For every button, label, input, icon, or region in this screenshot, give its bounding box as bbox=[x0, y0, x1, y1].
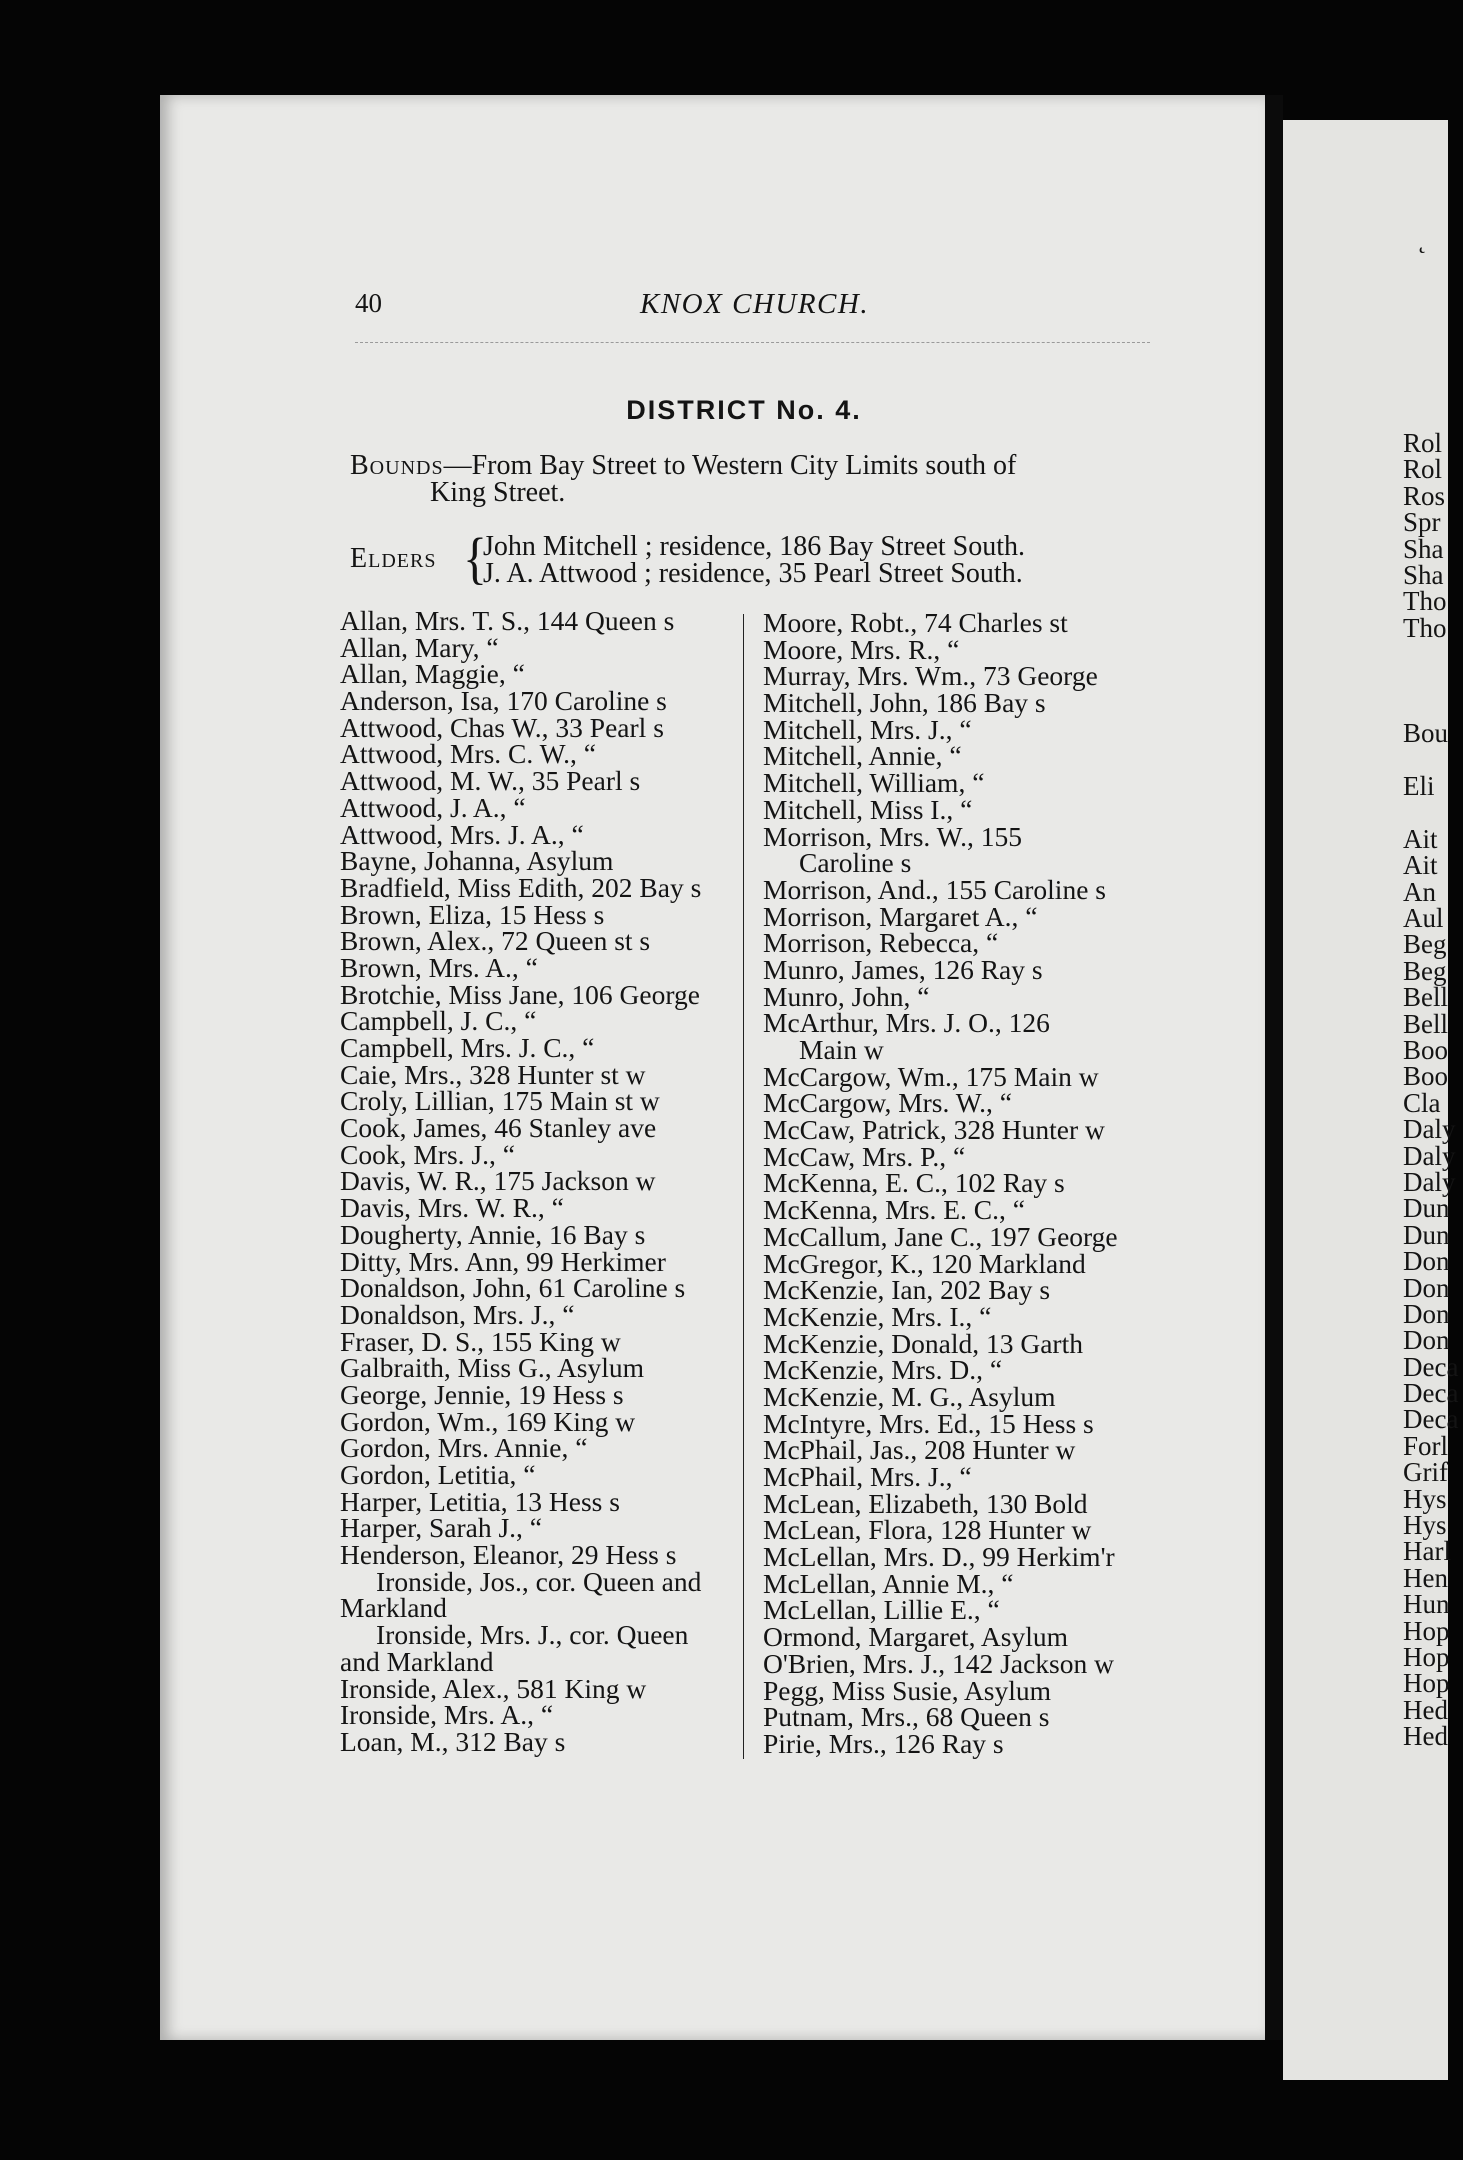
facing-page-line: Dun bbox=[1403, 1219, 1450, 1250]
member-entry: Main w bbox=[799, 1034, 884, 1065]
member-entry: Attwood, Chas W., 33 Pearl s bbox=[340, 711, 664, 743]
facing-page-mark: ˛ bbox=[1418, 225, 1427, 254]
bounds-paragraph bbox=[350, 452, 1150, 506]
member-entry: Attwood, Mrs. J. A., “ bbox=[340, 818, 584, 850]
facing-page-line: Harl bbox=[1403, 1536, 1451, 1567]
member-entry: Attwood, J. A., “ bbox=[340, 791, 526, 823]
facing-page-line: Grif bbox=[1403, 1457, 1448, 1488]
member-entry: McLean, Flora, 128 Hunter w bbox=[763, 1514, 1092, 1546]
facing-page-line: Ait bbox=[1403, 823, 1438, 854]
member-entry: McCargow, Mrs. W., “ bbox=[763, 1087, 1013, 1119]
member-entry: Mitchell, Miss I., “ bbox=[763, 793, 973, 825]
member-entry: McKenzie, Mrs. D., “ bbox=[763, 1354, 1003, 1386]
member-entry: Gordon, Letitia, “ bbox=[340, 1459, 536, 1490]
member-entry: McCargow, Wm., 175 Main w bbox=[763, 1060, 1099, 1092]
member-entry: Moore, Robt., 74 Charles st bbox=[763, 607, 1068, 638]
facing-page-line: An bbox=[1403, 876, 1436, 907]
member-entry: Bayne, Johanna, Asylum bbox=[340, 845, 614, 877]
facing-page-line: Sha bbox=[1403, 559, 1444, 590]
member-entry: Allan, Mrs. T. S., 144 Queen s bbox=[340, 605, 675, 636]
member-entry: Allan, Maggie, “ bbox=[340, 658, 525, 690]
facing-page-line: Daly bbox=[1403, 1114, 1456, 1145]
member-entry: McLean, Elizabeth, 130 Bold bbox=[763, 1487, 1088, 1519]
facing-page-line: Bell bbox=[1403, 1008, 1448, 1039]
member-list-right bbox=[763, 607, 1183, 1759]
member-entry: Putnam, Mrs., 68 Queen s bbox=[763, 1701, 1050, 1733]
column-divider bbox=[743, 614, 744, 1759]
member-entry: Donaldson, John, 61 Caroline s bbox=[340, 1272, 686, 1304]
member-entry: Davis, Mrs. W. R., “ bbox=[340, 1192, 564, 1224]
member-entry: McLellan, Lillie E., “ bbox=[763, 1594, 1000, 1626]
member-entry: Pirie, Mrs., 126 Ray s bbox=[763, 1727, 1004, 1759]
facing-page-line: Hop bbox=[1403, 1668, 1450, 1699]
member-entry: Croly, Lillian, 175 Main st w bbox=[340, 1085, 660, 1117]
member-entry: Morrison, Margaret A., “ bbox=[763, 900, 1038, 932]
page-gutter bbox=[1265, 95, 1283, 2040]
facing-page-line: Don bbox=[1403, 1325, 1450, 1356]
member-entry: Ditty, Mrs. Ann, 99 Herkimer bbox=[340, 1245, 666, 1277]
facing-page-line bbox=[1403, 747, 1463, 773]
member-entry: Brotchie, Miss Jane, 106 George bbox=[340, 978, 700, 1010]
facing-page-line: Daly bbox=[1403, 1166, 1456, 1197]
facing-page-line: Hed bbox=[1403, 1721, 1448, 1752]
member-entry: Mitchell, Mrs. J., “ bbox=[763, 713, 972, 745]
facing-page-line: Beg bbox=[1403, 955, 1447, 986]
facing-page-line: Hop bbox=[1403, 1615, 1450, 1646]
facing-page-line: Hop bbox=[1403, 1641, 1450, 1672]
member-entry: Moore, Mrs. R., “ bbox=[763, 633, 960, 665]
facing-page-line bbox=[1403, 799, 1463, 825]
facing-page-line: Rol bbox=[1403, 454, 1443, 485]
member-entry: McCallum, Jane C., 197 George bbox=[763, 1220, 1118, 1252]
member-entry: McPhail, Mrs. J., “ bbox=[763, 1461, 972, 1492]
bounds-line-1: —From Bay Street to Western City Limits south of bbox=[443, 450, 1017, 481]
facing-page-line: Hys bbox=[1403, 1510, 1447, 1541]
facing-page-line: Don bbox=[1403, 1272, 1450, 1303]
member-entry: Henderson, Eleanor, 29 Hess s bbox=[340, 1539, 677, 1571]
member-entry: McLellan, Mrs. D., 99 Herkim'r bbox=[763, 1541, 1115, 1573]
member-entry: McKenzie, Donald, 13 Garth bbox=[763, 1327, 1083, 1359]
member-entry: Attwood, M. W., 35 Pearl s bbox=[340, 765, 641, 797]
facing-page-line: Forl bbox=[1403, 1430, 1449, 1461]
elder-entry: J. A. Attwood ; residence, 35 Pearl Street South. bbox=[483, 558, 1023, 589]
member-entry: George, Jennie, 19 Hess s bbox=[340, 1378, 624, 1410]
member-entry: Loan, M., 312 Bay s bbox=[340, 1725, 566, 1757]
member-entry: McIntyre, Mrs. Ed., 15 Hess s bbox=[763, 1407, 1094, 1439]
facing-page-line: Don bbox=[1403, 1246, 1450, 1277]
district-title: DISTRICT No. 4. bbox=[626, 395, 862, 425]
member-entry: Fraser, D. S., 155 King w bbox=[340, 1325, 621, 1357]
member-entry: McKenna, Mrs. E. C., “ bbox=[763, 1194, 1025, 1226]
member-entry: Allan, Mary, “ bbox=[340, 631, 499, 663]
facing-page-lines bbox=[1403, 430, 1463, 1750]
member-entry: Murray, Mrs. Wm., 73 George bbox=[763, 660, 1098, 692]
facing-page-line: Hun bbox=[1403, 1589, 1450, 1620]
facing-page-line: Rol bbox=[1403, 428, 1443, 458]
member-entry: Anderson, Isa, 170 Caroline s bbox=[340, 685, 667, 717]
member-entry: Attwood, Mrs. C. W., “ bbox=[340, 738, 596, 770]
member-entry: Campbell, J. C., “ bbox=[340, 1005, 537, 1037]
member-entry: McCaw, Patrick, 328 Hunter w bbox=[763, 1114, 1105, 1146]
member-entry: Morrison, Rebecca, “ bbox=[763, 927, 999, 959]
facing-page-line: Daly bbox=[1403, 1140, 1456, 1171]
member-list-left bbox=[340, 605, 735, 1757]
member-entry: McArthur, Mrs. J. O., 126 bbox=[763, 1007, 1050, 1039]
member-entry: Morrison, And., 155 Caroline s bbox=[763, 873, 1106, 905]
facing-page-line bbox=[1403, 668, 1463, 694]
member-entry: Mitchell, Annie, “ bbox=[763, 740, 962, 772]
facing-page-line: Tho bbox=[1403, 612, 1447, 643]
facing-page-line: Boo bbox=[1403, 1061, 1449, 1092]
member-entry: Ironside, Alex., 581 King w bbox=[340, 1672, 647, 1704]
page-number: 40 bbox=[355, 288, 382, 318]
facing-page-line: Deca bbox=[1403, 1351, 1459, 1382]
facing-page-line: Deca bbox=[1403, 1404, 1459, 1435]
member-entry: McPhail, Jas., 208 Hunter w bbox=[763, 1434, 1076, 1466]
member-entry: McGregor, K., 120 Markland bbox=[763, 1247, 1086, 1279]
facing-page-line: Beg bbox=[1403, 929, 1447, 960]
facing-page-line: Dun bbox=[1403, 1193, 1450, 1224]
facing-page-line bbox=[1403, 694, 1463, 720]
running-head: KNOX CHURCH. bbox=[640, 288, 870, 320]
member-entry: Caie, Mrs., 328 Hunter st w bbox=[340, 1058, 646, 1090]
facing-page-line: Hys bbox=[1403, 1483, 1447, 1514]
member-entry: Brown, Mrs. A., “ bbox=[340, 951, 538, 983]
member-entry: Davis, W. R., 175 Jackson w bbox=[340, 1165, 656, 1197]
member-entry: Dougherty, Annie, 16 Bay s bbox=[340, 1218, 646, 1250]
elders-label: Elders bbox=[350, 543, 437, 574]
member-entry: O'Brien, Mrs. J., 142 Jackson w bbox=[763, 1647, 1114, 1679]
facing-page-line: Ait bbox=[1403, 850, 1438, 881]
member-entry: Caroline s bbox=[799, 847, 912, 879]
elders-brace: { bbox=[463, 525, 487, 591]
member-entry: McLellan, Annie M., “ bbox=[763, 1567, 1014, 1599]
facing-page-line: Boo bbox=[1403, 1034, 1449, 1065]
facing-page-line: Spr bbox=[1403, 507, 1441, 538]
bounds-line-2: King Street. bbox=[430, 477, 566, 508]
member-entry: Harper, Letitia, 13 Hess s bbox=[340, 1485, 620, 1517]
bounds-label: Bounds bbox=[350, 450, 444, 481]
member-entry: and Markland bbox=[340, 1645, 494, 1677]
facing-page-line bbox=[1403, 641, 1463, 667]
facing-page-line: Ros bbox=[1403, 480, 1446, 511]
elder-entry: John Mitchell ; residence, 186 Bay Street South. bbox=[483, 531, 1026, 562]
facing-page-line: Eli bbox=[1403, 771, 1435, 802]
member-entry: Cook, Mrs. J., “ bbox=[340, 1138, 515, 1170]
member-entry: Mitchell, William, “ bbox=[763, 767, 985, 799]
facing-page-line: Bell bbox=[1403, 982, 1448, 1013]
member-entry: Donaldson, Mrs. J., “ bbox=[340, 1298, 575, 1330]
facing-page-line: Hed bbox=[1403, 1694, 1448, 1725]
member-entry: Munro, John, “ bbox=[763, 980, 930, 1012]
member-entry: Brown, Eliza, 15 Hess s bbox=[340, 898, 605, 930]
facing-page-line: Bou bbox=[1403, 718, 1449, 749]
member-entry: Markland bbox=[340, 1592, 447, 1624]
page-header bbox=[355, 288, 1205, 328]
facing-page-line: Cla bbox=[1403, 1087, 1441, 1118]
member-entry: Ironside, Jos., cor. Queen and bbox=[376, 1565, 702, 1597]
member-entry: Ironside, Mrs. J., cor. Queen bbox=[376, 1619, 689, 1651]
facing-page-line: Hen bbox=[1403, 1562, 1448, 1593]
member-entry: McKenzie, Mrs. I., “ bbox=[763, 1300, 992, 1332]
member-entry: Campbell, Mrs. J. C., “ bbox=[340, 1032, 595, 1063]
member-entry: Morrison, Mrs. W., 155 bbox=[763, 820, 1022, 852]
member-entry: McKenna, E. C., 102 Ray s bbox=[763, 1167, 1065, 1199]
member-entry: Harper, Sarah J., “ bbox=[340, 1512, 543, 1544]
facing-page-line: Sha bbox=[1403, 533, 1444, 564]
member-entry: McCaw, Mrs. P., “ bbox=[763, 1140, 966, 1172]
member-entry: Ironside, Mrs. A., “ bbox=[340, 1699, 554, 1731]
facing-page-line: Don bbox=[1403, 1298, 1450, 1329]
member-entry: Galbraith, Miss G., Asylum bbox=[340, 1352, 645, 1384]
member-entry: Munro, James, 126 Ray s bbox=[763, 953, 1043, 985]
member-entry: Brown, Alex., 72 Queen st s bbox=[340, 925, 651, 957]
facing-page-line: Aul bbox=[1403, 903, 1444, 934]
header-rule bbox=[355, 342, 1150, 343]
member-entry: McKenzie, Ian, 202 Bay s bbox=[763, 1274, 1051, 1306]
member-entry: McKenzie, M. G., Asylum bbox=[763, 1380, 1056, 1412]
member-entry: Gordon, Mrs. Annie, “ bbox=[340, 1432, 588, 1464]
member-entry: Ormond, Margaret, Asylum bbox=[763, 1621, 1069, 1653]
facing-page-line: Tho bbox=[1403, 586, 1447, 617]
member-entry: Gordon, Wm., 169 King w bbox=[340, 1405, 636, 1437]
member-entry: Mitchell, John, 186 Bay s bbox=[763, 687, 1046, 719]
member-entry: Cook, James, 46 Stanley ave bbox=[340, 1112, 657, 1144]
member-entry: Bradfield, Miss Edith, 202 Bay s bbox=[340, 871, 702, 903]
facing-page-line: Deca bbox=[1403, 1378, 1459, 1409]
member-entry: Pegg, Miss Susie, Asylum bbox=[763, 1674, 1052, 1706]
